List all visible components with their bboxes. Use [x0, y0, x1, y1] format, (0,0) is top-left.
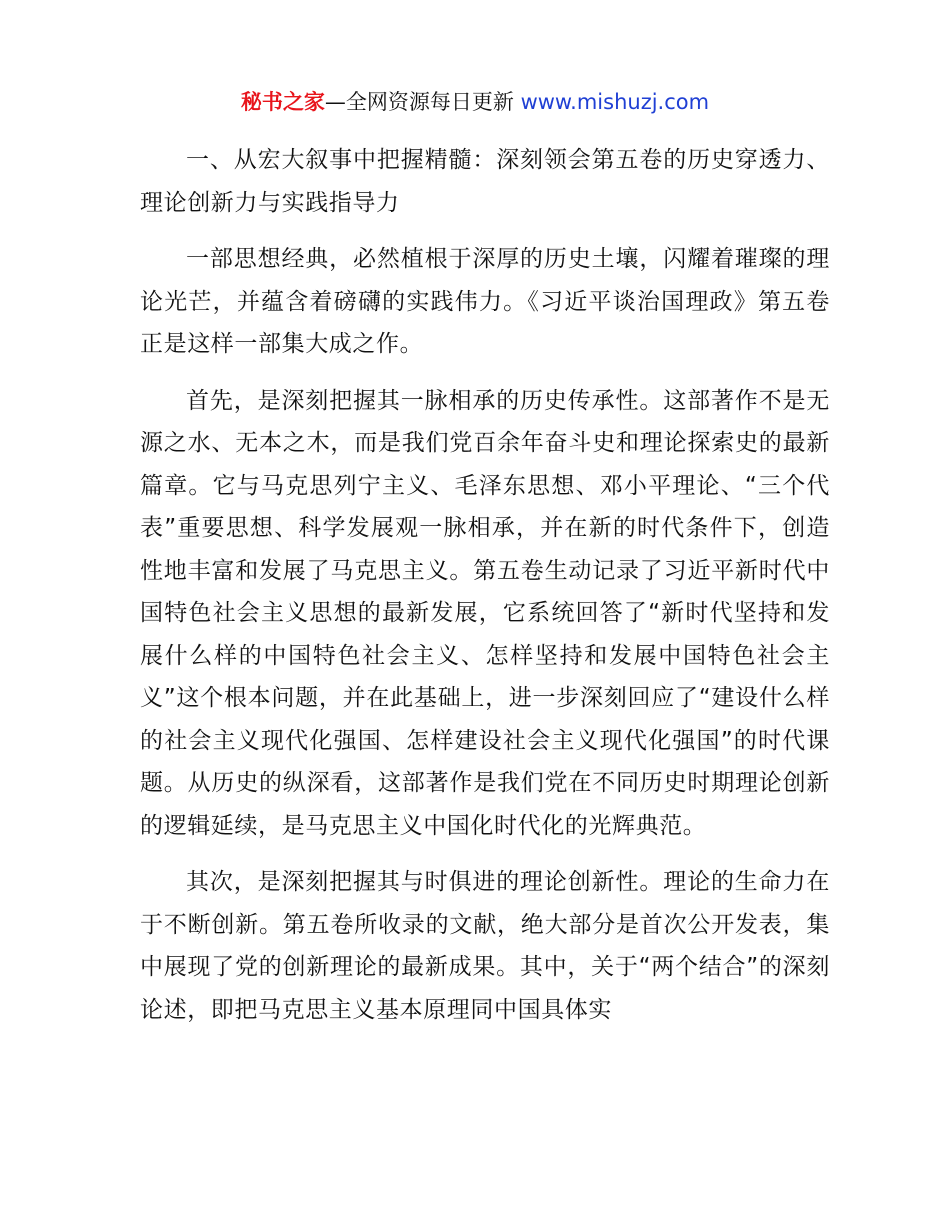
- page-header: [0, 86, 950, 118]
- site-url-link[interactable]: www.mishuzj.com: [520, 90, 710, 114]
- section-heading: 一、从宏大叙事中把握精髓：深刻领会第五卷的历史穿透力、理论创新力与实践指导力: [140, 147, 830, 216]
- site-name: 秘书之家: [240, 90, 325, 114]
- document-body: [140, 139, 830, 1045]
- paragraph: 一部思想经典，必然植根于深厚的历史土壤，闪耀着璀璨的理论光芒，并蕴含着磅礴的实践伟力。《习近平谈治国理政》第五卷正是这样一部集大成之作。: [140, 246, 830, 357]
- paragraph: 首先，是深刻把握其一脉相承的历史传承性。这部著作不是无源之水、无本之木，而是我们党百余年奋斗史和理论探索史的最新篇章。它与马克思列宁主义、毛泽东思想、邓小平理论、“三个代表”重要思想、科学发展观一脉相承，并在新的时代条件下，创造性地丰富和发展了马克思主义。第五卷生动记录了习近平新时代中国特色社会主义思想的最新发展，它系统回答了“新时代坚持和发展什么样的中国特色社会主义、怎样坚持和发展中国特色社会主义”这个根本问题，并在此基础上，进一步深刻回应了“建设什么样的社会主义现代化强国、怎样建设社会主义现代化强国”的时代课题。从历史的纵深看，这部著作是我们党在不同历史时期理论创新的逻辑延续，是马克思主义中国化时代化的光辉典范。: [140, 387, 830, 839]
- paragraph: 其次，是深刻把握其与时俱进的理论创新性。理论的生命力在于不断创新。第五卷所收录的文献，绝大部分是首次公开发表，集中展现了党的创新理论的最新成果。其中，关于“两个结合”的深刻论述，即把马克思主义基本原理同中国具体实: [140, 869, 830, 1023]
- header-tagline: —全网资源每日更新: [324, 90, 521, 114]
